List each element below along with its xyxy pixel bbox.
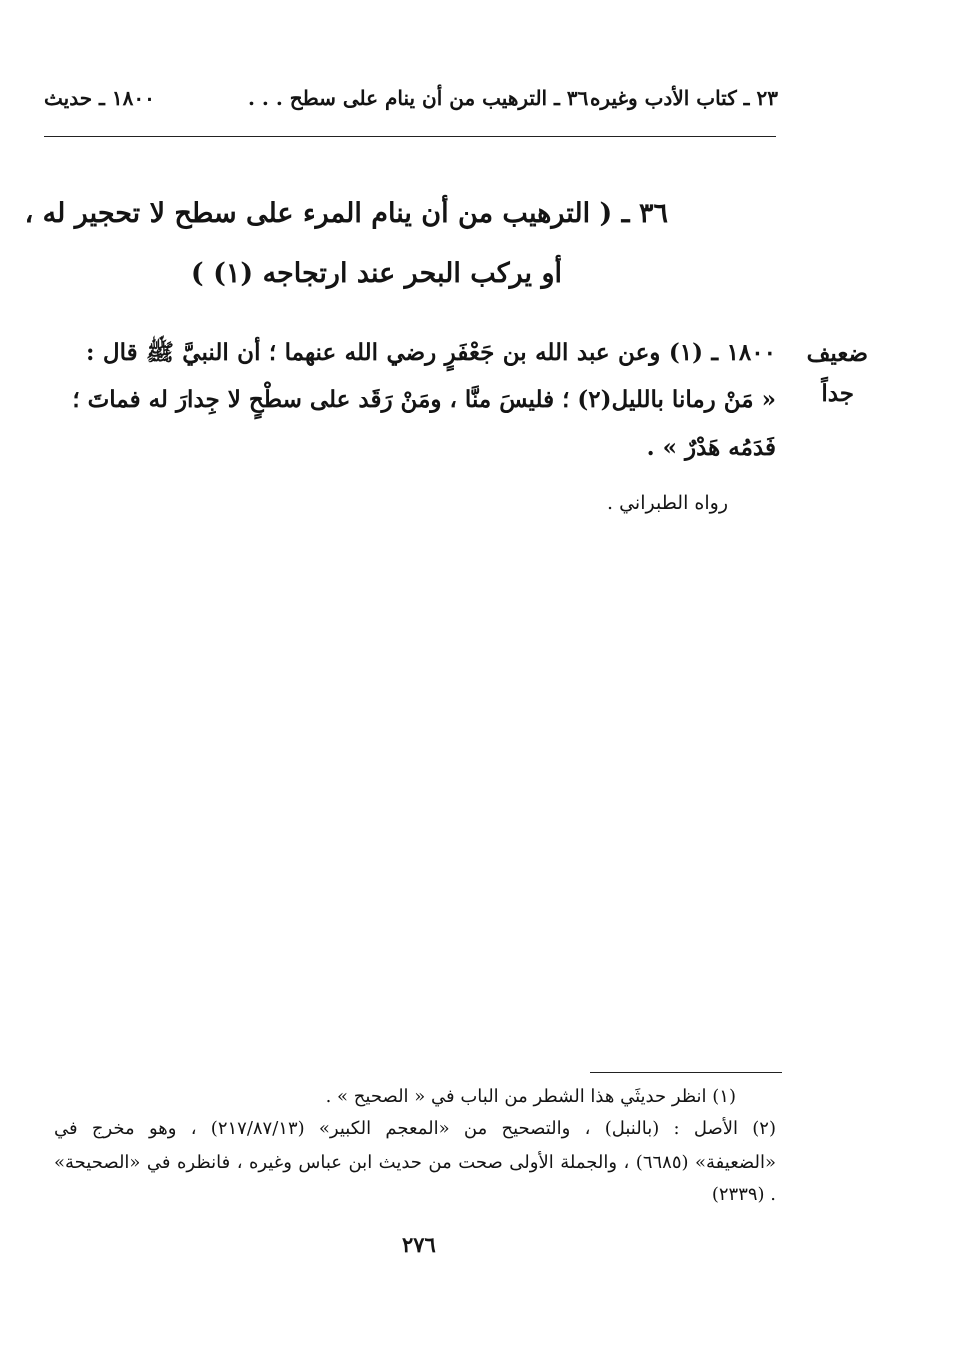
header-hadith-range: ١٨٠٠ ـ حديث <box>44 86 155 110</box>
hadith-line-1: ١٨٠٠ ـ (١) وعن عبد الله بن جَعْفَرٍ رضي الله عنهما ؛ أن النبيَّ ﷺ قال : <box>86 339 776 366</box>
page-number: ٢٧٦ <box>402 1232 436 1257</box>
hadith-line-3: فَدَمُه هَدْرٌ » . <box>646 434 776 461</box>
footnote-1: (١) انظر حديثَي هذا الشطر من الباب في « الصحيح » . <box>325 1086 736 1107</box>
hadith-line-2: « مَنْ رمانا بالليل(٢) ؛ فليسَ منَّا ، ومَنْ رَقَد على سطْحٍ لا جِدارَ له فماتَ ؛ <box>72 386 776 413</box>
hadith-source: رواه الطبراني . <box>607 492 728 514</box>
grading-label-line-2: جداً <box>821 380 854 407</box>
chapter-title-line-1: ٣٦ ـ ( الترهيب من أن ينام المرء على سطح لا تحجير له ، <box>24 198 668 229</box>
header-section: ٣٦ ـ الترهيب من أن ينام على سطح . . . <box>248 86 589 110</box>
footnote-2-line-2: «الضعيفة» (٦٦٨٥) ، والجملة الأولى صحت من حديث ابن عباس وغيره ، فانظره في «الصحيحة» <box>54 1152 776 1173</box>
header-chapter: ٢٣ ـ كتاب الأدب وغيره <box>589 86 778 110</box>
footnote-2-line-1: (٢) الأصل : (بالنبل) ، والتصحيح من «المعجم الكبير» (٢١٧/٨٧/١٣) ، وهو مخرج في <box>54 1118 776 1139</box>
footnote-divider <box>590 1072 782 1073</box>
grading-label-line-1: ضعيف <box>806 340 868 367</box>
chapter-title-line-2: أو يركب البحر عند ارتجاجه (١) ) <box>190 258 562 289</box>
header-divider <box>44 136 776 137</box>
footnote-2-line-3: (٢٣٣٩) . <box>711 1184 776 1205</box>
